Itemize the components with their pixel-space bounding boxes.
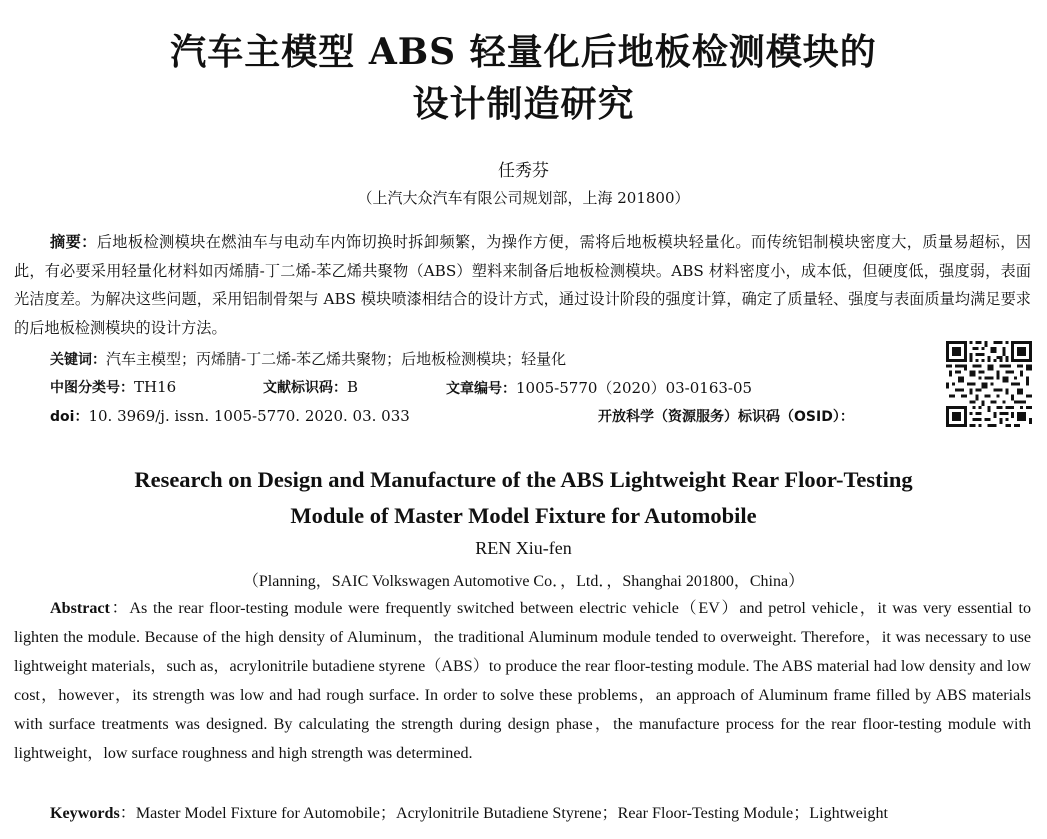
english-keywords-text: Master Model Fixture for Automobile；Acrylonitrile Butadiene Styrene；Rear Floor-Testing Module；Lightweight bbox=[135, 805, 888, 822]
english-abstract-separator: ： bbox=[109, 600, 130, 617]
clc-number bbox=[50, 377, 176, 397]
english-affiliation: （Planning，SAIC Volkswagen Automotive Co．，Ltd．，Shanghai 201800，China） bbox=[242, 573, 805, 590]
osid-label bbox=[598, 406, 854, 426]
chinese-abstract-label: 摘要： bbox=[50, 233, 97, 251]
clc-value: TH16 bbox=[134, 378, 177, 396]
english-keywords-separator: ： bbox=[119, 805, 136, 822]
english-title-line-2: Module of Master Model Fixture for Automobile bbox=[290, 503, 757, 528]
qr-finder-bottom-left bbox=[946, 406, 967, 427]
article-number-value: 1005-5770（2020）03-0163-05 bbox=[516, 379, 753, 397]
doi bbox=[50, 406, 410, 426]
chinese-title-line-2: 设计制造研究 bbox=[412, 83, 635, 125]
english-abstract bbox=[14, 594, 1031, 768]
document-code-value: B bbox=[347, 378, 359, 396]
qr-finder-top-left bbox=[946, 341, 967, 362]
chinese-keywords-text: 汽车主模型；丙烯腈-丁二烯-苯乙烯共聚物；后地板检测模块；轻量化 bbox=[106, 350, 567, 368]
article-number bbox=[446, 377, 752, 398]
english-abstract-label: Abstract bbox=[50, 600, 110, 617]
doi-label: doi： bbox=[50, 409, 89, 425]
english-keywords bbox=[50, 799, 1040, 823]
english-abstract-text: As the rear floor-testing module were frequently switched between electric vehicle（EV）and petrol vehicle，it was very essential to lighten the module. Because of the high density of Aluminum，the traditional Aluminum module tended to overweight. Therefore，it was necessary to use lightweight materials，such as，acrylonitrile butadiene styrene（ABS）to produce the rear floor-testing module. The ABS material had low density and low cost，however，its strength was low and had rough surface. In order to solve these problems，an approach of Aluminum frame filled by ABS materials with surface treatments was designed. By calculating the strength during design phase，the manufacture process for the rear floor-testing module with lightweight，low surface roughness and high strength was determined. bbox=[14, 600, 1031, 762]
chinese-title-line-1: 汽车主模型 ABS 轻量化后地板检测模块的 bbox=[170, 31, 877, 73]
document-code bbox=[263, 377, 358, 397]
english-author: REN Xiu-fen bbox=[475, 538, 572, 558]
english-keywords-label: Keywords bbox=[50, 805, 120, 822]
doi-value: 10. 3969/j. issn. 1005-5770. 2020. 03. 033 bbox=[88, 407, 410, 425]
osid-label-text: 开放科学（资源服务）标识码（OSID）： bbox=[598, 409, 854, 425]
chinese-author: 任秀芬 bbox=[498, 161, 549, 181]
chinese-abstract bbox=[14, 228, 1031, 342]
chinese-keywords bbox=[50, 348, 566, 369]
chinese-affiliation: （上汽大众汽车有限公司规划部，上海 201800） bbox=[357, 189, 690, 207]
chinese-keywords-label: 关键词： bbox=[50, 352, 106, 368]
clc-label: 中图分类号： bbox=[50, 380, 134, 396]
english-title-line-1: Research on Design and Manufacture of the ABS Lightweight Rear Floor-Testing bbox=[134, 467, 913, 492]
document-code-label: 文献标识码： bbox=[263, 380, 347, 396]
chinese-abstract-text: 后地板检测模块在燃油车与电动车内饰切换时拆卸频繁，为操作方便，需将后地板模块轻量化。而传统铝制模块密度大，质量易超标，因此，有必要采用轻量化材料如丙烯腈-丁二烯-苯乙烯共聚物（ABS）塑料来制备后地板检测模块。ABS 材料密度小，成本低，但硬度低，强度弱，表面光洁度差。为解决这些问题，采用铝制骨架与 ABS 模块喷漆相结合的设计方式，通过设计阶段的强度计算，确定了质量轻、强度与表面质量均满足要求的后地板检测模块的设计方法。 bbox=[14, 233, 1032, 337]
article-number-label: 文章编号： bbox=[446, 381, 516, 397]
qr-finder-top-right bbox=[1011, 341, 1032, 362]
qr-code-icon bbox=[946, 341, 1032, 427]
